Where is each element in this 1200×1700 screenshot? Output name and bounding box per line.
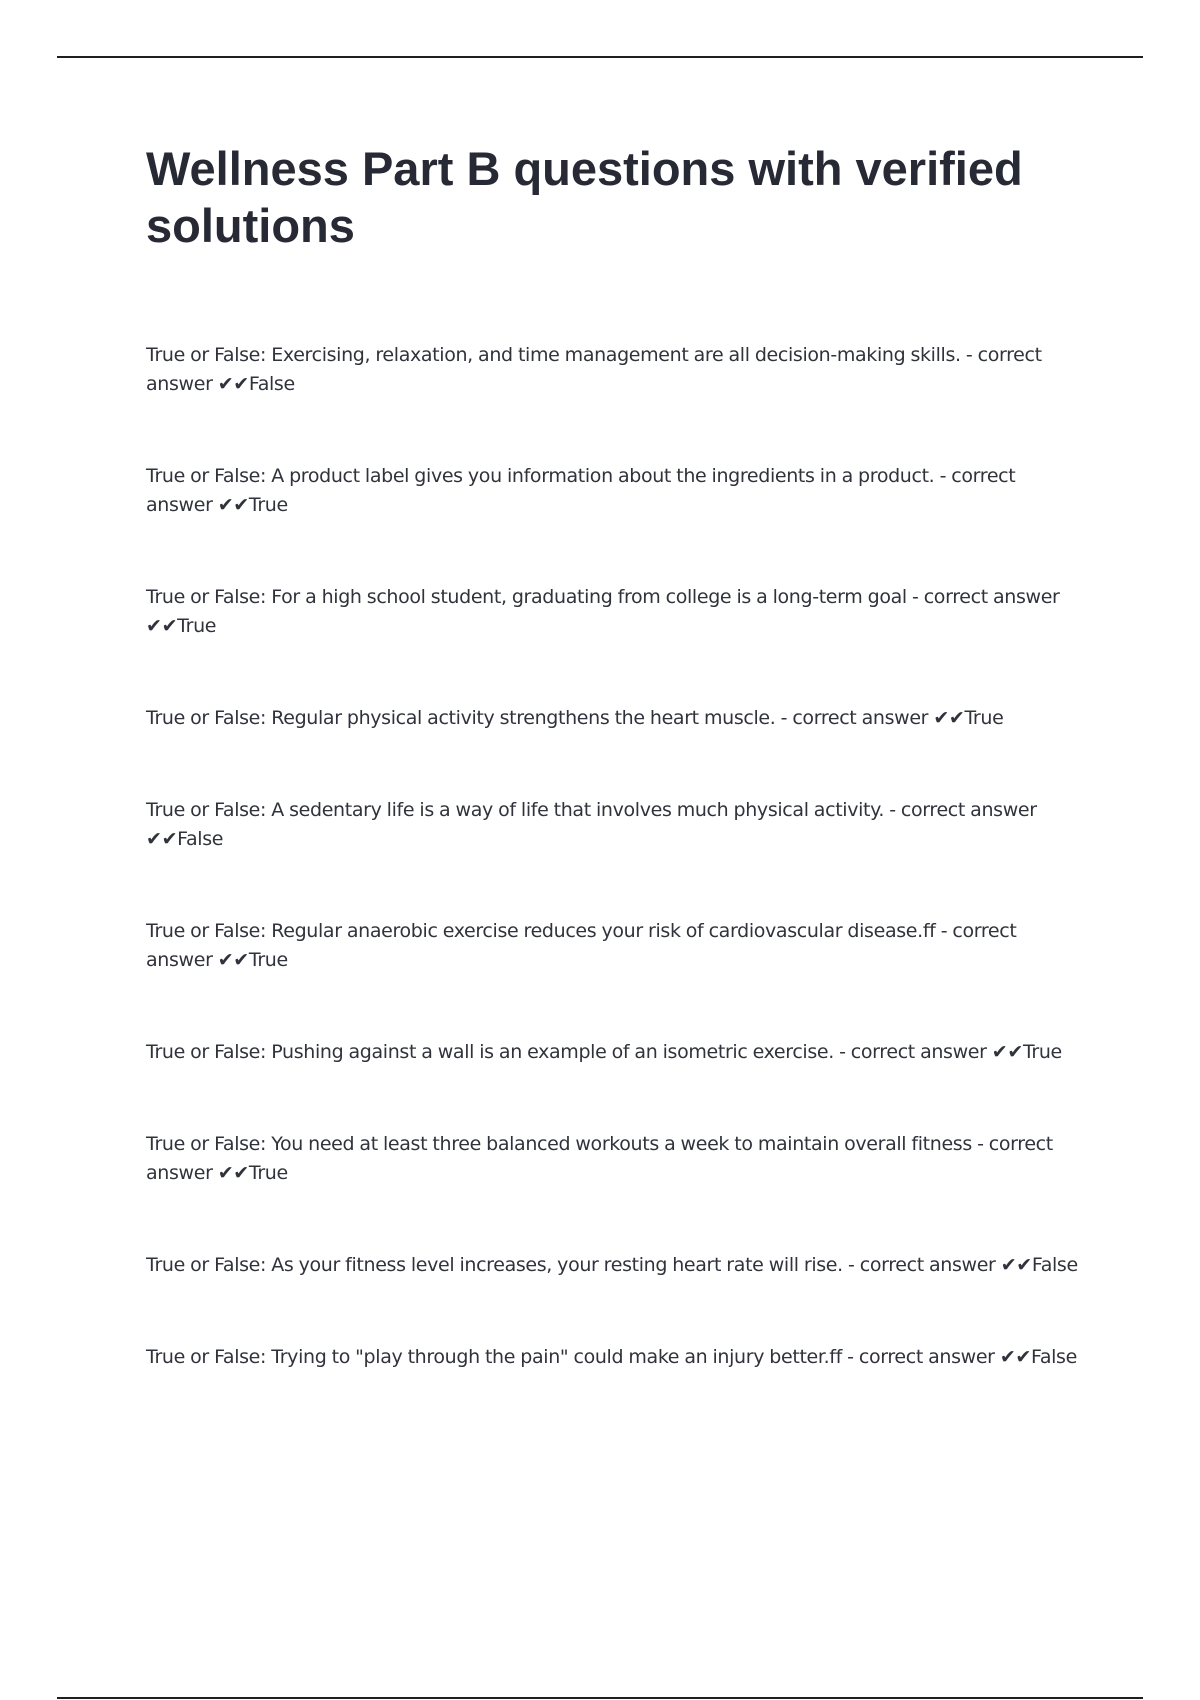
question-text: True or False: Pushing against a wall is an example of an isometric exercise.: [146, 1041, 834, 1063]
answer-text: True: [1022, 1041, 1062, 1063]
answer-separator: - correct answer: [833, 1041, 992, 1063]
check-mark-icon: ✔✔: [217, 373, 249, 395]
check-mark-icon: ✔✔: [999, 1346, 1031, 1368]
answer-separator: - correct answer: [906, 586, 1060, 608]
answer-text: True: [248, 949, 288, 971]
check-mark-icon: ✔✔: [933, 707, 965, 729]
answer-separator: - correct answer: [884, 799, 1037, 821]
check-mark-icon: ✔✔: [146, 615, 178, 637]
question-item: [146, 1343, 1086, 1372]
question-item: [146, 1251, 1086, 1280]
answer-separator: - correct answer: [842, 1254, 1001, 1276]
answer-text: False: [177, 828, 224, 850]
check-mark-icon: ✔✔: [146, 828, 178, 850]
question-text: True or False: For a high school student, graduating from college is a long-term goal: [146, 586, 907, 608]
question-text: True or False: As your fitness level increases, your resting heart rate will rise.: [146, 1254, 843, 1276]
top-rule: [57, 56, 1143, 58]
question-item: [146, 796, 1086, 854]
answer-text: True: [248, 494, 288, 516]
answer-separator: - correct answer: [775, 707, 934, 729]
question-text: True or False: Trying to "play through the pain" could make an injury better.ff: [146, 1346, 842, 1368]
question-text: True or False: Regular anaerobic exercise reduces your risk of cardiovascular disease.ff: [146, 920, 936, 942]
answer-separator: - correct answer: [146, 465, 1016, 516]
question-text: True or False: Exercising, relaxation, and time management are all decision-making skills.: [146, 344, 961, 366]
question-text: True or False: A product label gives you information about the ingredients in a product.: [146, 465, 935, 487]
question-item: [146, 1038, 1086, 1067]
document-body: [146, 140, 1086, 1435]
check-mark-icon: ✔✔: [1000, 1254, 1032, 1276]
answer-text: False: [1030, 1346, 1077, 1368]
check-mark-icon: ✔✔: [991, 1041, 1023, 1063]
question-list: [146, 341, 1086, 1372]
check-mark-icon: ✔✔: [217, 1162, 249, 1184]
answer-separator: - correct answer: [146, 920, 1017, 971]
question-text: True or False: A sedentary life is a way of life that involves much physical activity.: [146, 799, 885, 821]
question-text: True or False: Regular physical activity strengthens the heart muscle.: [146, 707, 776, 729]
answer-separator: - correct answer: [841, 1346, 1000, 1368]
check-mark-icon: ✔✔: [217, 949, 249, 971]
question-item: [146, 1130, 1086, 1188]
answer-separator: - correct answer: [146, 1133, 1053, 1184]
answer-text: False: [248, 373, 295, 395]
question-item: [146, 704, 1086, 733]
answer-text: True: [964, 707, 1004, 729]
question-text: True or False: You need at least three balanced workouts a week to maintain overall fitness: [146, 1133, 972, 1155]
question-item: [146, 917, 1086, 975]
answer-text: True: [248, 1162, 288, 1184]
document-title: Wellness Part B questions with verified solutions: [146, 142, 1023, 252]
question-item: [146, 462, 1086, 520]
question-item: [146, 583, 1086, 641]
answer-separator: - correct answer: [146, 344, 1042, 395]
answer-text: False: [1031, 1254, 1078, 1276]
bottom-rule: [57, 1697, 1143, 1699]
question-item: [146, 341, 1086, 399]
answer-text: True: [177, 615, 217, 637]
check-mark-icon: ✔✔: [217, 494, 249, 516]
